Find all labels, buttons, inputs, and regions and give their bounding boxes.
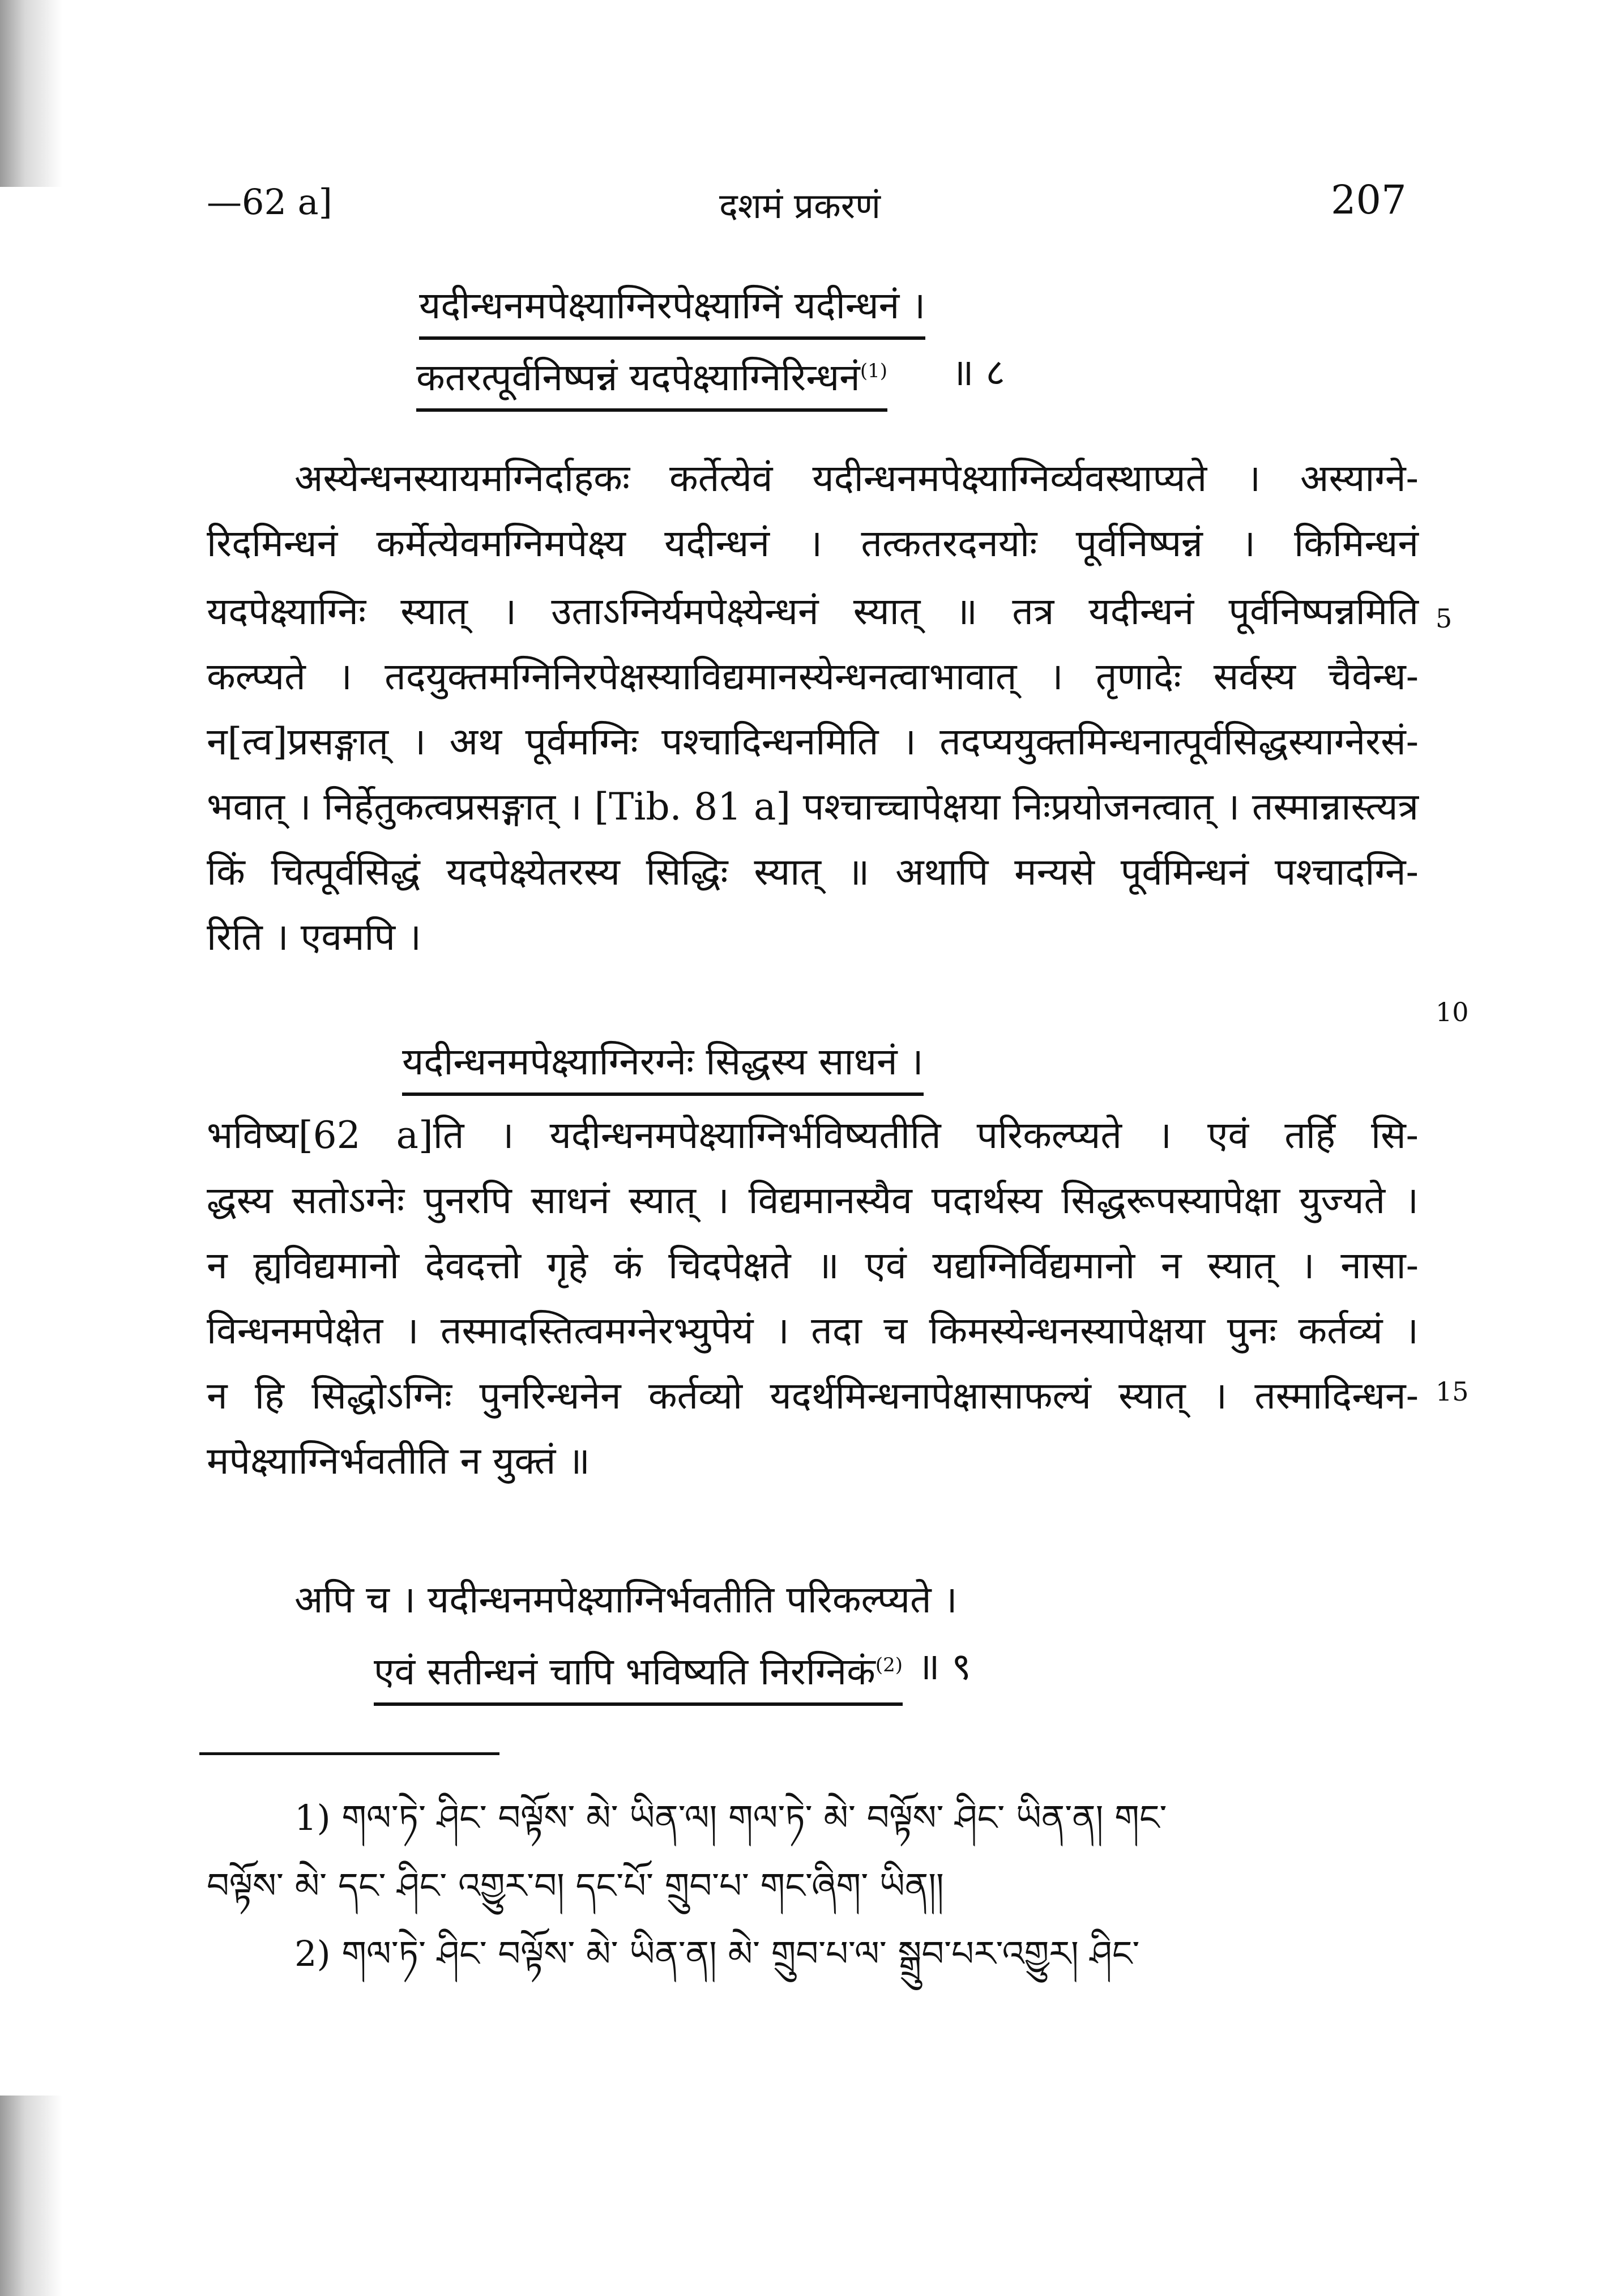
verse-9-line-2 [374, 1637, 903, 1706]
paragraph-line: अपि च । यदीन्धनमपेक्ष्याग्निर्भवतीति परिकल्प्यते । [294, 1578, 958, 1621]
footnote-ref: (2) [875, 1654, 903, 1676]
line-number: 15 [1436, 1376, 1469, 1407]
footnote-1-continued [207, 1858, 944, 1914]
line-number: 10 [1436, 997, 1469, 1027]
verse-number: ॥ ८ [951, 351, 1005, 394]
footnote-ref: (1) [860, 360, 887, 382]
paragraph-line: भविष्य[62 a]ति । यदीन्धनमपेक्ष्याग्निर्भविष्यतीति परिकल्प्यते । एवं तर्हि सि- [207, 1113, 1419, 1157]
footnote-2 [294, 1926, 1139, 1982]
paragraph-line: द्धस्य सतोऽग्नेः पुनरपि साधनं स्यात् । विद्यमानस्यैव पदार्थस्य सिद्धरूपस्यापेक्षा युज्यते । [207, 1179, 1419, 1222]
verse-text: एवं सतीन्धनं चापि भविष्यति निरग्निकं [374, 1650, 875, 1693]
verse-9-line-1 [402, 1034, 924, 1096]
header-left: —62 a] [207, 181, 332, 223]
paragraph-line: अस्येन्धनस्यायमग्निर्दाहकः कर्तेत्येवं यदीन्धनमपेक्ष्याग्निर्व्यवस्थाप्यते । अस्याग्ने- [294, 456, 1419, 500]
verse-number: ॥ ९ [917, 1645, 971, 1688]
footnote-text: གལ་ཏེ་ ཤིང་ བལྟོས་ མེ་ ཡིན་ལ། གལ་ཏེ་ མེ་ བལྟོས་ ཤིང་ ཡིན་ན། གང་ [341, 1797, 1167, 1838]
footnote-separator [199, 1752, 499, 1755]
verse-8-line-2 [416, 343, 887, 412]
paragraph-line: रिदमिन्धनं कर्मेत्येवमग्निमपेक्ष्य यदीन्धनं । तत्कतरदनयोः पूर्वनिष्पन्नं । किमिन्धनं [207, 522, 1419, 565]
paragraph-line: किं चित्पूर्वसिद्धं यदपेक्ष्येतरस्य सिद्धिः स्यात् ॥ अथापि मन्यसे पूर्वमिन्धनं पश्चादग्नि- [207, 850, 1419, 894]
footnote-marker: 1) [294, 1797, 331, 1838]
scan-edge-shadow [0, 2096, 62, 2296]
line-number: 5 [1436, 603, 1453, 634]
paragraph-line: न ह्यविद्यमानो देवदत्तो गृहे कं चिदपेक्षते ॥ एवं यद्यग्निर्विद्यमानो न स्यात् । नासा- [207, 1244, 1419, 1287]
verse-text: यदीन्धनमपेक्ष्याग्निरग्नेः सिद्धस्य साधनं । [402, 1040, 924, 1083]
verse-text: यदीन्धनमपेक्ष्याग्निरपेक्ष्याग्निं यदीन्धनं । [419, 284, 926, 327]
scan-edge-shadow [0, 0, 62, 187]
page-number: 207 [1331, 177, 1407, 223]
footnote-text: བལྟོས་ མེ་ དང་ ཤིང་ འགྱུར་བ། དང་པོ་ གྲུབ་པ་ གང་ཞིག་ ཡིན།། [207, 1865, 944, 1906]
paragraph-line: न हि सिद्धोऽग्निः पुनरिन्धनेन कर्तव्यो यदर्थमिन्धनापेक्षासाफल्यं स्यात् । तस्मादिन्धन- [207, 1374, 1419, 1418]
paragraph-line: भवात् । निर्हेतुकत्वप्रसङ्गात् । [Tib. 81 a] पश्चाच्चापेक्षया निःप्रयोजनत्वात् । तस्मान्नास्त्यत्र [207, 785, 1419, 829]
verse-text: कतरत्पूर्वनिष्पन्नं यदपेक्ष्याग्निरिन्धनं [416, 356, 860, 399]
footnote-marker: 2) [294, 1933, 331, 1974]
paragraph-line: रिति । एवमपि । [207, 915, 422, 959]
paragraph-line: यदपेक्ष्याग्निः स्यात् । उताऽग्निर्यमपेक्ष्येन्धनं स्यात् ॥ तत्र यदीन्धनं पूर्वनिष्पन्नमिति [207, 590, 1419, 633]
paragraph-line: न[त्व]प्रसङ्गात् । अथ पूर्वमग्निः पश्चादिन्धनमिति । तदप्ययुक्तमिन्धनात्पूर्वसिद्धस्याग्नेरसं- [207, 720, 1419, 763]
paragraph-line: मपेक्ष्याग्निर्भवतीति न युक्तं ॥ [207, 1439, 590, 1483]
paragraph-line: विन्धनमपेक्षेत । तस्मादस्तित्वमग्नेरभ्युपेयं । तदा च किमस्येन्धनस्यापेक्षया पुनः कर्तव्यं । [207, 1309, 1419, 1352]
footnote-text: གལ་ཏེ་ ཤིང་ བལྟོས་ མེ་ ཡིན་ན། མེ་ གྲུབ་པ་ལ་ སྒྲུབ་པར་འགྱུར། ཤིང་ [341, 1933, 1140, 1974]
header-title: दशमं प्रकरणं [719, 185, 881, 227]
paragraph-line: कल्प्यते । तदयुक्तमग्निनिरपेक्षस्याविद्यमानस्येन्धनत्वाभावात् । तृणादेः सर्वस्य चैवेन्ध- [207, 655, 1419, 698]
footnote-1 [294, 1790, 1167, 1846]
verse-8-line-1 [419, 278, 925, 340]
